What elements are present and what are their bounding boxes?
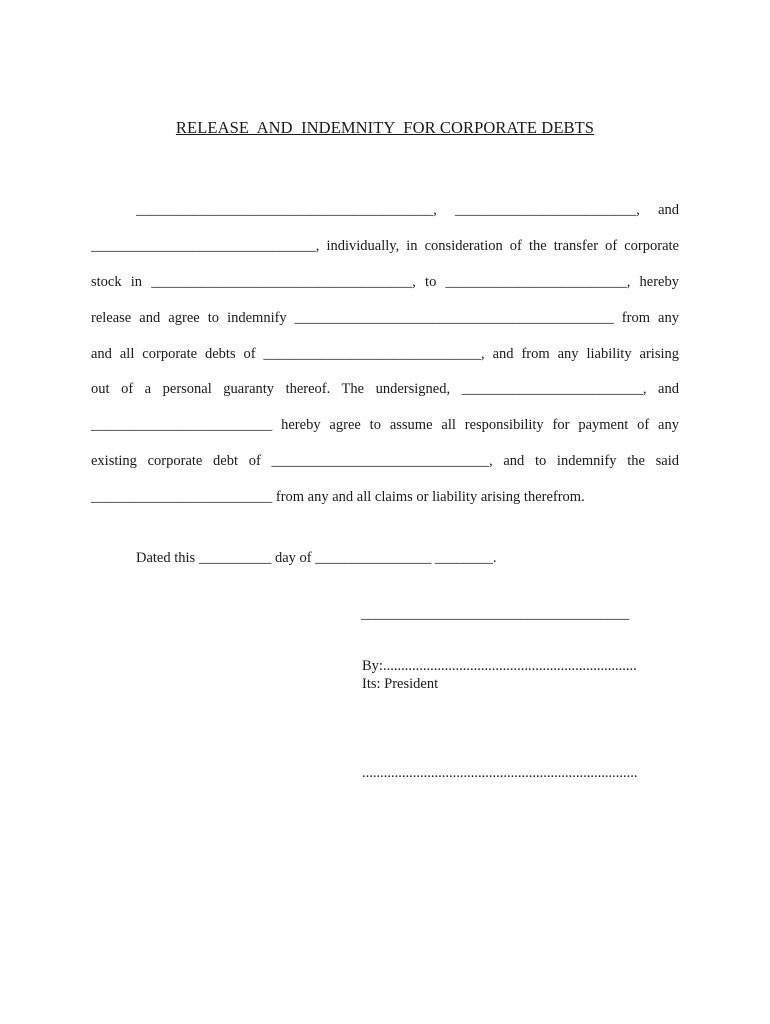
body-line-1: _________________________________________, _________________________, and bbox=[136, 202, 679, 218]
body-line-9: _________________________ from any and all claims or liability arising therefrom. bbox=[91, 489, 585, 505]
its-president-line: Its: President bbox=[362, 676, 439, 692]
by-line: By:...................................................................... bbox=[362, 658, 637, 674]
body-line-5: and all corporate debts of ______________________________, and from any liability arising bbox=[91, 346, 679, 362]
body-line-3: stock in ____________________________________, to _________________________, hereby bbox=[91, 274, 679, 290]
body-line-7: _________________________ hereby agree to assume all responsibility for payment of any bbox=[91, 417, 679, 433]
body-line-4: release and agree to indemnify ____________________________________________ from any bbox=[91, 310, 679, 326]
body-line-6: out of a personal guaranty thereof. The undersigned, _________________________, and bbox=[91, 381, 679, 397]
body-line-8: existing corporate debt of ______________________________, and to indemnify the said bbox=[91, 453, 679, 469]
dotted-signature-line: ............................................................................ bbox=[362, 765, 638, 781]
body-line-2: _______________________________, individually, in consideration of the transfer of corporate bbox=[91, 238, 679, 254]
document-title: RELEASE AND INDEMNITY FOR CORPORATE DEBTS bbox=[175, 118, 595, 137]
signature-line: _____________________________________ bbox=[361, 606, 630, 622]
dated-line: Dated this __________ day of ________________ ________. bbox=[136, 550, 497, 566]
